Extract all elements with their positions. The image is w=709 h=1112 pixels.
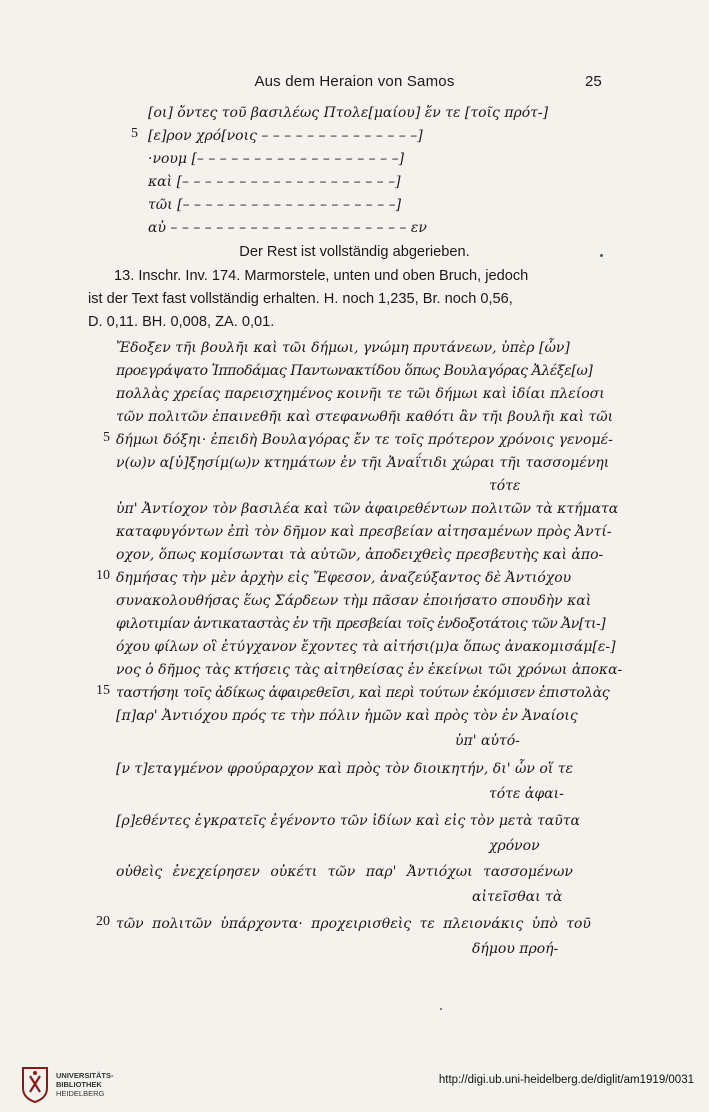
page-number: 25	[585, 73, 602, 90]
inscription-heading: 13. Inschr. Inv. 174. Marmorstele, unten und oben Bruch, jedoch	[114, 268, 529, 284]
inscription-line: οὐθεὶς ἐνεχείρησεν οὐκέτι τῶν παρ' Ἀντιόχωι τασσομένων	[116, 864, 573, 880]
inscription-line: οχον, ὅπως κομίσωνται τὰ αὐτῶν, ἀποδειχθεὶς πρεσβευτὴς καὶ ἀπο-	[116, 547, 604, 563]
inscription-heading: D. 0,11. BH. 0,008, ZA. 0,01.	[88, 314, 275, 330]
fragment-line: ·νουμ [– – – – – – – – – – – – – – – – – –]	[148, 151, 405, 167]
inscription-heading: ist der Text fast vollständig erhalten. H. noch 1,235, Br. noch 0,56,	[88, 291, 513, 307]
continuation-word: τότε ἀφαι-	[489, 786, 564, 802]
inscription-line: ταστήσηι τοῖς ἀδίκως ἀφαιρεθεῖσι, καὶ περὶ τούτων ἐκόμισεν ἐπιστολὰς	[116, 685, 610, 701]
inscription-line: τῶν πολιτῶν ἐπαινεθῆι καὶ στεφανωθῆι καθότι ἂν τῆι βουλῆι καὶ τῶι	[116, 409, 614, 425]
inscription-line: συνακολουθήσας ἕως Σάρδεων τὴμ πᾶσαν ἐποιήσατο σπουδὴν καὶ	[116, 593, 592, 609]
inscription-line: δήμωι δόξηι· ἐπειδὴ Βουλαγόρας ἔν τε τοῖς πρότερον χρόνοις γενομέ-	[116, 432, 613, 448]
fragment-line: καὶ [– – – – – – – – – – – – – – – – – – –]	[148, 174, 401, 190]
inscription-line: φιλοτιμίαν ἀντικαταστὰς ἐν τῆι πρεσβείαι τοῖς ἐνδοξοτάτοις τῶν Ἀν[τι-]	[116, 616, 606, 632]
continuation-word: τότε	[489, 478, 521, 494]
inscription-line: καταφυγόντων ἐπὶ τὸν δῆμον καὶ πρεσβείαν αἰτησαμένων πρὸς Ἀντί-	[116, 524, 612, 540]
fragment-line: αὐ – – – – – – – – – – – – – – – – – – – – – εν	[148, 220, 427, 236]
inscription-line: ν(ω)ν α[ὐ]ξησίμ(ω)ν κτημάτων ἐν τῆι Ἀναΐτιδι χώραι τῆι τασσομένηι	[116, 455, 610, 471]
inscription-line: [π]αρ' Ἀντιόχου πρός τε τὴν πόλιν ἡμῶν καὶ πρὸς τὸν ἐν Ἀναίοις	[116, 708, 578, 724]
continuation-word: αἰτεῖσθαι τὰ	[472, 889, 563, 905]
scan-speck	[600, 254, 603, 257]
fragment-line: [ε]ρον χρό[νοις – – – – – – – – – – – – – –]	[148, 128, 423, 144]
line-number: 15	[96, 683, 110, 698]
line-number: 5	[131, 126, 138, 141]
library-name: UNIVERSITÄTS- BIBLIOTHEK HEIDELBERG	[56, 1071, 114, 1098]
inscription-line: δημήσας τὴν μὲν ἀρχὴν εἰς Ἔφεσον, ἀναζεύξαντος δὲ Ἀντιόχου	[116, 570, 572, 586]
running-title: Aus dem Heraion von Samos	[254, 73, 455, 90]
line-number: 10	[96, 568, 110, 583]
running-header	[0, 73, 709, 93]
inscription-line: τῶν πολιτῶν ὑπάρχοντα· προχειρισθεὶς τε πλειονάκις ὑπὸ τοῦ	[116, 916, 591, 932]
fragment-note: Der Rest ist vollständig abgerieben.	[239, 244, 470, 260]
line-number: 5	[103, 430, 110, 445]
line-number: 20	[96, 914, 110, 929]
inscription-line: ὑπ' Ἀντίοχον τὸν βασιλέα καὶ τῶν ἀφαιρεθέντων πολιτῶν τὰ κτήματα	[116, 501, 619, 517]
inscription-line: [ν τ]εταγμένον φρούραρχον καὶ πρὸς τὸν διοικητήν, δι' ὧν οἵ τε	[116, 761, 574, 777]
fragment-line: [οι] ὄντες τοῦ βασιλέως Πτολε[μαίου] ἔν τε [τοῖς πρότ-]	[148, 105, 549, 121]
continuation-word: δήμου προή-	[472, 941, 559, 957]
source-url-link[interactable]: http://digi.ub.uni-heidelberg.de/diglit/am1919/0031	[438, 1074, 694, 1086]
scan-speck	[440, 1008, 442, 1010]
continuation-word: χρόνον	[489, 838, 540, 854]
inscription-line: νος ὁ δῆμος τὰς κτήσεις τὰς αἰτηθείσας ἐν ἐκείνωι τῶι χρόνωι ἀποκα-	[116, 662, 623, 678]
inscription-line: όχου φίλων οἳ ἐτύγχανον ἔχοντες τὰ αἰτήσι(μ)α ὅπως ἀνακομισάμ[ε-]	[116, 639, 616, 655]
inscription-line: προεγράψατο Ἱπποδάμας Παντωνακτίδου ὅπως Βουλαγόρας Ἀλέξε[ω]	[116, 363, 593, 379]
inscription-line: πολλὰς χρείας παρεισχημένος κοινῆι τε τῶι δήμωι καὶ ἰδίαι πλείοσι	[116, 386, 605, 402]
inscription-line: Ἔδοξεν τῆι βουλῆι καὶ τῶι δήμωι, γνώμη πρυτάνεων, ὑπὲρ [ὧν]	[116, 340, 570, 356]
library-logo-icon	[20, 1066, 50, 1104]
inscription-line: [ρ]εθέντες ἐγκρατεῖς ἐγένοντο τῶν ἰδίων καὶ εἰς τὸν μετὰ ταῦτα	[116, 813, 580, 829]
continuation-word: ὑπ' αὐτό-	[455, 733, 520, 749]
fragment-line: τῶι [– – – – – – – – – – – – – – – – – – –]	[148, 197, 402, 213]
